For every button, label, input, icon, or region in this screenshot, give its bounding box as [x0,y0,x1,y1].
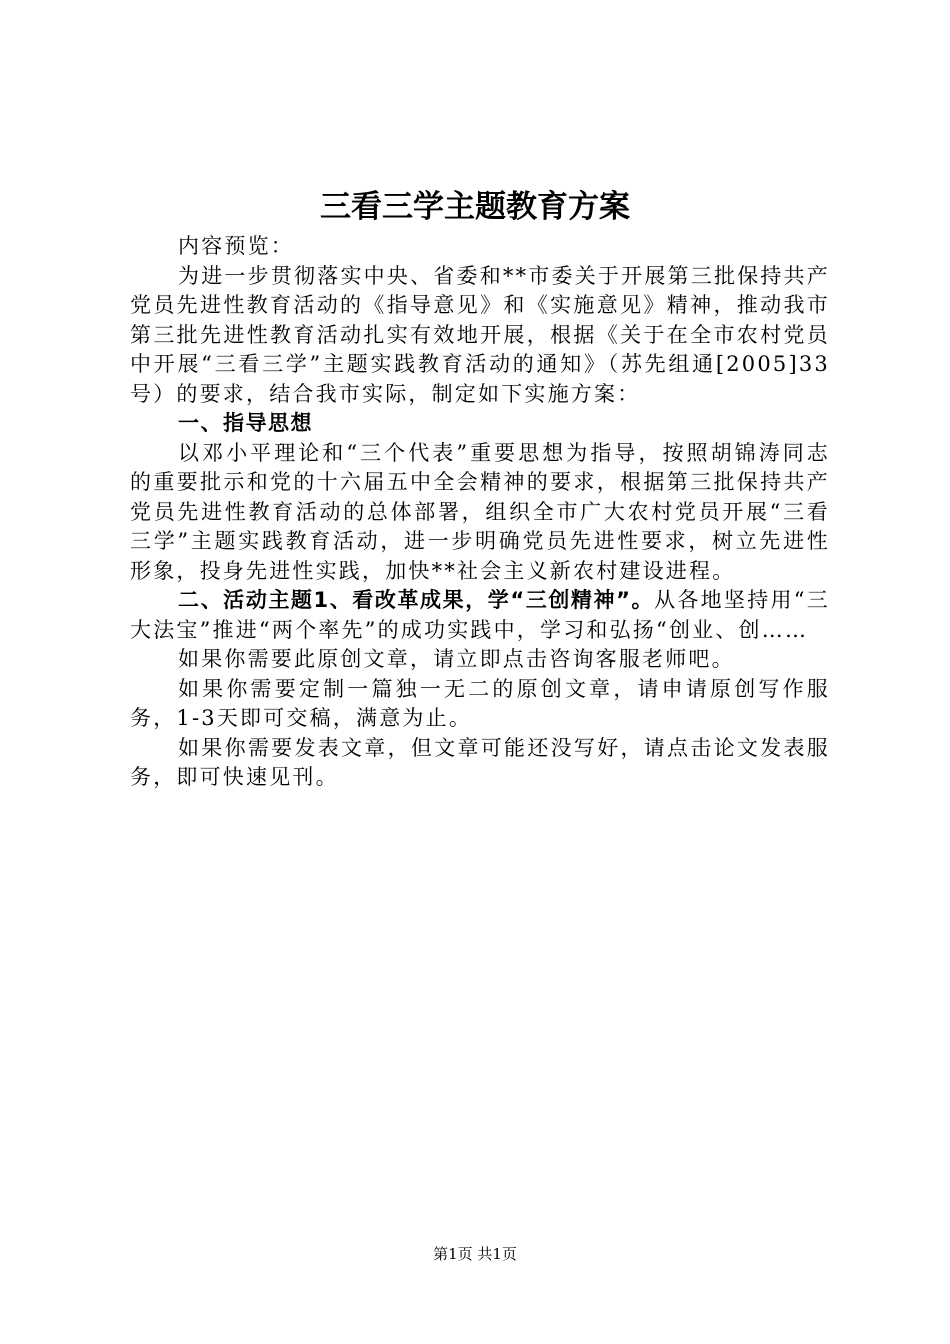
section-activity-theme-paragraph [130,586,830,645]
section-guiding-ideology-text: 以邓小平理论和“三个代表”重要思想为指导，按照胡锦涛同志的重要批示和党的十六届五中全会精神的要求，根据第三批保持共产党员先进性教育活动的总体部署，组织全市广大农村党员开展“三看三学”主题实践教育活动，进一步明确党员先进性要求，树立先进性形象，投身先进性实践，加快**社会主义新农村建设进程。 [130,440,830,583]
promo-publication-paragraph[interactable]: 如果你需要发表文章，但文章可能还没写好，请点击论文发表服务，即可快速见刊。 [130,735,830,789]
preview-label: 内容预览： [178,234,294,258]
page-footer: 第1页 共1页 [433,1245,517,1263]
section-heading-activity-theme: 二、活动主题1、看改革成果，学“三创精神”。 [178,588,655,612]
document-title: 三看三学主题教育方案 [320,189,630,225]
document-body [130,232,830,793]
promo-custom-writing-paragraph[interactable]: 如果你需要定制一篇独一无二的原创文章，请申请原创写作服务，1-3天即可交稿，满意为止。 [130,676,830,730]
intro-paragraph: 为进一步贯彻落实中央、省委和**市委关于开展第三批保持共产党员先进性教育活动的《指导意见》和《实施意见》精神，推动我市第三批先进性教育活动扎实有效地开展，根据《关于在全市农村党员中开展“三看三学”主题实践教育活动的通知》（苏先组通[2005]33号）的要求，结合我市实际，制定如下实施方案： [130,263,830,406]
section-heading-guiding-ideology: 一、指导思想 [178,411,313,435]
promo-consult-paragraph[interactable]: 如果你需要此原创文章，请立即点击咨询客服老师吧。 [178,647,735,671]
section-activity-theme-text: 从各地坚持用“三大法宝”推进“两个率先”的成功实践中，学习和弘扬“创业、创…… [130,588,831,642]
